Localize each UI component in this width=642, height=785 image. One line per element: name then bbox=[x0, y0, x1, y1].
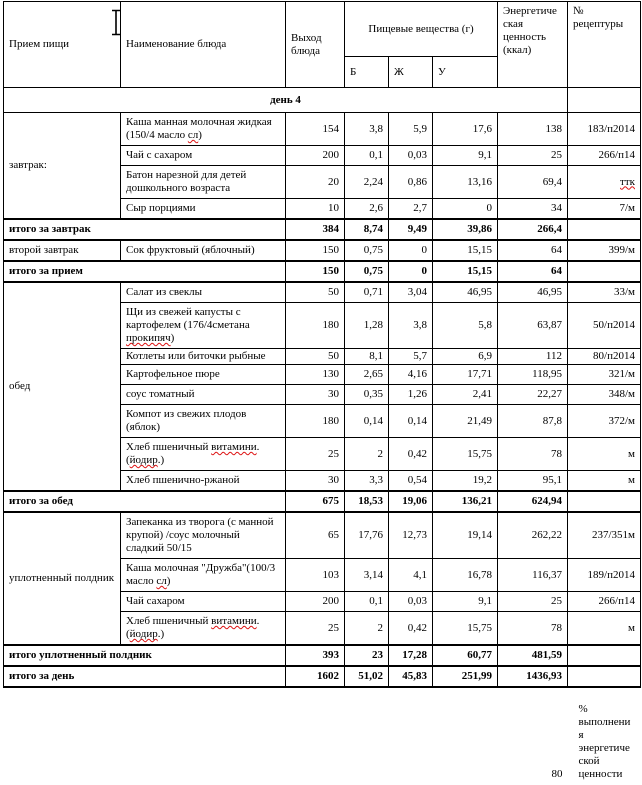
fat-cell: 3,8 bbox=[389, 303, 433, 349]
kcal-cell: 69,4 bbox=[498, 166, 568, 199]
carb-cell: 39,86 bbox=[433, 219, 498, 240]
kcal-cell: 1436,93 bbox=[498, 666, 568, 687]
kcal-cell: 63,87 bbox=[498, 303, 568, 349]
recipe-cell bbox=[568, 645, 641, 666]
col-header-energy: Энергетическая ценность (ккал) bbox=[498, 2, 568, 88]
protein-cell: 2,24 bbox=[345, 166, 389, 199]
fat-cell: 5,7 bbox=[389, 349, 433, 365]
fat-cell: 0 bbox=[389, 240, 433, 261]
kcal-cell: 22,27 bbox=[498, 385, 568, 405]
carb-cell: 9,1 bbox=[433, 146, 498, 166]
protein-cell: 1,28 bbox=[345, 303, 389, 349]
carb-cell: 9,1 bbox=[433, 592, 498, 612]
col-header-carbs: У bbox=[433, 57, 498, 88]
total-row bbox=[4, 219, 641, 240]
total-row bbox=[4, 666, 641, 687]
protein-cell: 0,35 bbox=[345, 385, 389, 405]
protein-cell: 0,75 bbox=[345, 261, 389, 282]
out-cell: 25 bbox=[286, 438, 345, 471]
kcal-cell: 78 bbox=[498, 612, 568, 646]
recipe-cell bbox=[568, 146, 641, 166]
dish-cell bbox=[121, 282, 286, 303]
col-header-dish: Наименование блюда bbox=[121, 2, 286, 88]
protein-cell: 3,14 bbox=[345, 559, 389, 592]
fat-cell: 45,83 bbox=[389, 666, 433, 687]
out-cell: 10 bbox=[286, 199, 345, 220]
kcal-cell: 87,8 bbox=[498, 405, 568, 438]
recipe-cell bbox=[568, 385, 641, 405]
dish-cell bbox=[121, 471, 286, 492]
recipe-cell bbox=[568, 612, 641, 646]
recipe-cell bbox=[568, 113, 641, 146]
dish-cell bbox=[121, 240, 286, 261]
dish-cell bbox=[121, 512, 286, 559]
total-label: итого за прием bbox=[4, 261, 286, 282]
carb-cell: 15,15 bbox=[433, 261, 498, 282]
protein-cell: 8,1 bbox=[345, 349, 389, 365]
out-cell: 384 bbox=[286, 219, 345, 240]
cell-text: 399/м bbox=[608, 244, 635, 256]
dish-row bbox=[4, 240, 641, 261]
misspelled-text: йодир bbox=[129, 628, 158, 640]
cell-text: Салат из свеклы bbox=[126, 286, 203, 298]
cell-text: Сок фруктовый (яблочный) bbox=[126, 244, 255, 256]
out-cell: 50 bbox=[286, 349, 345, 365]
cell-text: 266/п14 bbox=[598, 149, 635, 161]
cell-text: м bbox=[628, 447, 635, 460]
fat-cell: 9,49 bbox=[389, 219, 433, 240]
day-row bbox=[4, 88, 641, 113]
cell-text: м bbox=[628, 621, 635, 634]
carb-cell: 46,95 bbox=[433, 282, 498, 303]
recipe-cell bbox=[568, 491, 641, 512]
day-label: день 4 bbox=[4, 88, 568, 113]
recipe-cell bbox=[568, 303, 641, 349]
col-header-nutrients: Пищевые вещества (г) bbox=[345, 2, 498, 57]
misspelled-text: сл bbox=[156, 575, 167, 587]
cell-text: 33/м bbox=[613, 286, 635, 298]
fat-cell: 0,03 bbox=[389, 592, 433, 612]
protein-cell: 2,65 bbox=[345, 365, 389, 385]
out-cell: 103 bbox=[286, 559, 345, 592]
dish-cell bbox=[121, 146, 286, 166]
footer-note-line: ценности bbox=[578, 768, 623, 780]
kcal-cell: 78 bbox=[498, 438, 568, 471]
out-cell: 25 bbox=[286, 612, 345, 646]
kcal-cell: 624,94 bbox=[498, 491, 568, 512]
kcal-cell: 481,59 bbox=[498, 645, 568, 666]
cell-text: Каша манная молочная жидкая (150/4 масло bbox=[126, 116, 272, 141]
cell-text: Сыр порциями bbox=[126, 202, 196, 214]
total-label: итого уплотненный полдник bbox=[4, 645, 286, 666]
dish-cell bbox=[121, 559, 286, 592]
carb-cell: 13,16 bbox=[433, 166, 498, 199]
carb-cell: 60,77 bbox=[433, 645, 498, 666]
menu-table bbox=[3, 1, 641, 688]
dish-cell bbox=[121, 349, 286, 365]
protein-cell: 3,3 bbox=[345, 471, 389, 492]
col-header-meal: Прием пищи bbox=[4, 2, 121, 88]
meal-cell: завтрак: bbox=[4, 113, 121, 220]
fat-cell: 0,42 bbox=[389, 438, 433, 471]
fat-cell: 2,7 bbox=[389, 199, 433, 220]
total-row bbox=[4, 261, 641, 282]
cell-text: Хлеб пшенично-ржаной bbox=[126, 474, 240, 486]
text-cursor-icon bbox=[110, 9, 122, 36]
cell-text: .) bbox=[157, 628, 165, 640]
fat-cell: 0 bbox=[389, 261, 433, 282]
recipe-cell bbox=[568, 471, 641, 492]
dish-cell bbox=[121, 612, 286, 646]
fat-cell: 1,26 bbox=[389, 385, 433, 405]
cell-text: . ( bbox=[126, 441, 260, 466]
out-cell: 200 bbox=[286, 146, 345, 166]
cell-text: Чай сахаром bbox=[126, 595, 185, 607]
kcal-cell: 266,4 bbox=[498, 219, 568, 240]
recipe-cell bbox=[568, 261, 641, 282]
footer-note-line: ской bbox=[578, 755, 600, 767]
cell-text: ) bbox=[198, 129, 202, 141]
total-row bbox=[4, 491, 641, 512]
fat-cell: 0,54 bbox=[389, 471, 433, 492]
footer-percent-value: 80 bbox=[551, 768, 563, 780]
dish-cell bbox=[121, 592, 286, 612]
cell-text: Батон нарезной для детей дошкольного возраста bbox=[126, 169, 247, 194]
cell-text: 7/м bbox=[619, 202, 635, 214]
cell-text: Картофельное пюре bbox=[126, 368, 220, 380]
footer-note-line: энергетиче bbox=[578, 742, 630, 754]
fat-cell: 0,14 bbox=[389, 405, 433, 438]
header-row bbox=[4, 2, 641, 57]
carb-cell: 136,21 bbox=[433, 491, 498, 512]
kcal-cell: 25 bbox=[498, 592, 568, 612]
carb-cell: 17,71 bbox=[433, 365, 498, 385]
cell-text: 321/м bbox=[608, 368, 635, 380]
recipe-cell bbox=[568, 438, 641, 471]
cell-text: Компот из свежих плодов (яблок) bbox=[126, 408, 247, 433]
protein-cell: 0,1 bbox=[345, 146, 389, 166]
cell-text: Запеканка из творога (с манной крупой) /соус молочный сладкий 50/15 bbox=[126, 516, 274, 554]
total-label: итого за завтрак bbox=[4, 219, 286, 240]
protein-cell: 23 bbox=[345, 645, 389, 666]
meal-cell: уплотненный полдник bbox=[4, 512, 121, 645]
protein-cell: 2 bbox=[345, 438, 389, 471]
misspelled-text: витамини bbox=[211, 615, 257, 627]
footer-note-line: % bbox=[578, 703, 588, 715]
recipe-cell bbox=[568, 559, 641, 592]
misspelled-text: ттк bbox=[620, 175, 635, 188]
dish-cell bbox=[121, 405, 286, 438]
protein-cell: 0,75 bbox=[345, 240, 389, 261]
cell-text: . ( bbox=[126, 615, 260, 640]
cell-text: Чай с сахаром bbox=[126, 149, 193, 161]
recipe-cell bbox=[568, 666, 641, 687]
cell-text: ) bbox=[166, 575, 171, 587]
fat-cell: 3,04 bbox=[389, 282, 433, 303]
col-header-out: Выход блюда bbox=[286, 2, 345, 88]
kcal-cell: 34 bbox=[498, 199, 568, 220]
carb-cell: 21,49 bbox=[433, 405, 498, 438]
out-cell: 675 bbox=[286, 491, 345, 512]
out-cell: 393 bbox=[286, 645, 345, 666]
protein-cell: 51,02 bbox=[345, 666, 389, 687]
out-cell: 50 bbox=[286, 282, 345, 303]
protein-cell: 2 bbox=[345, 612, 389, 646]
kcal-cell: 118,95 bbox=[498, 365, 568, 385]
total-row bbox=[4, 645, 641, 666]
out-cell: 180 bbox=[286, 303, 345, 349]
footer-note bbox=[572, 703, 642, 781]
fat-cell: 4,16 bbox=[389, 365, 433, 385]
out-cell: 130 bbox=[286, 365, 345, 385]
cell-text: 348/м bbox=[608, 388, 635, 400]
out-cell: 200 bbox=[286, 592, 345, 612]
protein-cell: 18,53 bbox=[345, 491, 389, 512]
fat-cell: 5,9 bbox=[389, 113, 433, 146]
dish-row bbox=[4, 512, 641, 559]
cell-text: м bbox=[628, 474, 635, 486]
out-cell: 30 bbox=[286, 385, 345, 405]
carb-cell: 251,99 bbox=[433, 666, 498, 687]
dish-row bbox=[4, 113, 641, 146]
cell-text: Каша молочная "Дружба"(100/3 масло bbox=[126, 562, 276, 587]
protein-cell: 17,76 bbox=[345, 512, 389, 559]
recipe-cell bbox=[568, 592, 641, 612]
misspelled-text: прокипяч bbox=[126, 332, 171, 344]
recipe-cell bbox=[568, 405, 641, 438]
cell-text: 189/п2014 bbox=[587, 568, 635, 581]
carb-cell: 6,9 bbox=[433, 349, 498, 365]
carb-cell: 19,14 bbox=[433, 512, 498, 559]
cell-text: 50/п2014 bbox=[593, 319, 635, 331]
cell-text: 372/м bbox=[608, 414, 635, 427]
day-row-empty-cell bbox=[568, 88, 641, 113]
footer bbox=[0, 691, 642, 781]
footer-note-line: выполнени bbox=[578, 716, 631, 728]
recipe-cell bbox=[568, 282, 641, 303]
col-header-protein: Б bbox=[345, 57, 389, 88]
fat-cell: 0,42 bbox=[389, 612, 433, 646]
protein-cell: 0,14 bbox=[345, 405, 389, 438]
recipe-cell bbox=[568, 240, 641, 261]
protein-cell: 0,71 bbox=[345, 282, 389, 303]
cell-text: Хлеб пшеничный bbox=[126, 615, 212, 627]
protein-cell: 0,1 bbox=[345, 592, 389, 612]
out-cell: 180 bbox=[286, 405, 345, 438]
dish-row bbox=[4, 282, 641, 303]
cell-text: 266/п14 bbox=[598, 595, 635, 607]
kcal-cell: 112 bbox=[498, 349, 568, 365]
cell-text: ) bbox=[170, 332, 175, 344]
meal-cell: обед bbox=[4, 282, 121, 491]
col-header-recipe: № рецептуры bbox=[568, 2, 641, 88]
col-header-fat: Ж bbox=[389, 57, 433, 88]
recipe-cell bbox=[568, 365, 641, 385]
total-label: итого за день bbox=[4, 666, 286, 687]
cell-text: Котлеты или биточки рыбные bbox=[126, 350, 266, 362]
cell-text: Хлеб пшеничный bbox=[126, 441, 212, 453]
recipe-cell bbox=[568, 166, 641, 199]
carb-cell: 5,8 bbox=[433, 303, 498, 349]
recipe-cell bbox=[568, 199, 641, 220]
fat-cell: 17,28 bbox=[389, 645, 433, 666]
out-cell: 65 bbox=[286, 512, 345, 559]
dish-cell bbox=[121, 303, 286, 349]
out-cell: 154 bbox=[286, 113, 345, 146]
misspelled-text: витамини bbox=[211, 441, 257, 453]
kcal-cell: 138 bbox=[498, 113, 568, 146]
dish-cell bbox=[121, 365, 286, 385]
dish-cell bbox=[121, 113, 286, 146]
meal-cell: второй завтрак bbox=[4, 240, 121, 261]
footer-note-line: я bbox=[578, 729, 584, 741]
carb-cell: 16,78 bbox=[433, 559, 498, 592]
recipe-cell bbox=[568, 219, 641, 240]
fat-cell: 0,03 bbox=[389, 146, 433, 166]
out-cell: 30 bbox=[286, 471, 345, 492]
protein-cell: 3,8 bbox=[345, 113, 389, 146]
kcal-cell: 46,95 bbox=[498, 282, 568, 303]
kcal-cell: 95,1 bbox=[498, 471, 568, 492]
out-cell: 1602 bbox=[286, 666, 345, 687]
misspelled-text: сл bbox=[187, 129, 199, 141]
kcal-cell: 64 bbox=[498, 240, 568, 261]
out-cell: 150 bbox=[286, 261, 345, 282]
protein-cell: 8,74 bbox=[345, 219, 389, 240]
misspelled-text: йодир bbox=[129, 454, 158, 466]
fat-cell: 12,73 bbox=[389, 512, 433, 559]
dish-cell bbox=[121, 199, 286, 220]
kcal-cell: 25 bbox=[498, 146, 568, 166]
carb-cell: 19,2 bbox=[433, 471, 498, 492]
carb-cell: 15,75 bbox=[433, 438, 498, 471]
cell-text: соус томатный bbox=[126, 388, 195, 400]
kcal-cell: 262,22 bbox=[498, 512, 568, 559]
fat-cell: 19,06 bbox=[389, 491, 433, 512]
kcal-cell: 116,37 bbox=[498, 559, 568, 592]
carb-cell: 15,75 bbox=[433, 612, 498, 646]
cell-text: 80/п2014 bbox=[593, 350, 635, 362]
out-cell: 150 bbox=[286, 240, 345, 261]
carb-cell: 2,41 bbox=[433, 385, 498, 405]
recipe-cell bbox=[568, 512, 641, 559]
fat-cell: 0,86 bbox=[389, 166, 433, 199]
kcal-cell: 64 bbox=[498, 261, 568, 282]
cell-text: 183/п2014 bbox=[587, 122, 635, 135]
out-cell: 20 bbox=[286, 166, 345, 199]
dish-cell bbox=[121, 385, 286, 405]
protein-cell: 2,6 bbox=[345, 199, 389, 220]
carb-cell: 0 bbox=[433, 199, 498, 220]
dish-cell bbox=[121, 438, 286, 471]
fat-cell: 4,1 bbox=[389, 559, 433, 592]
dish-cell bbox=[121, 166, 286, 199]
cell-text: Щи из свежей капусты с картофелем (176/4сметана bbox=[126, 306, 250, 331]
cell-text: .) bbox=[157, 454, 165, 466]
recipe-cell bbox=[568, 349, 641, 365]
carb-cell: 17,6 bbox=[433, 113, 498, 146]
cell-text: 237/351м bbox=[591, 529, 635, 541]
total-label: итого за обед bbox=[4, 491, 286, 512]
carb-cell: 15,15 bbox=[433, 240, 498, 261]
